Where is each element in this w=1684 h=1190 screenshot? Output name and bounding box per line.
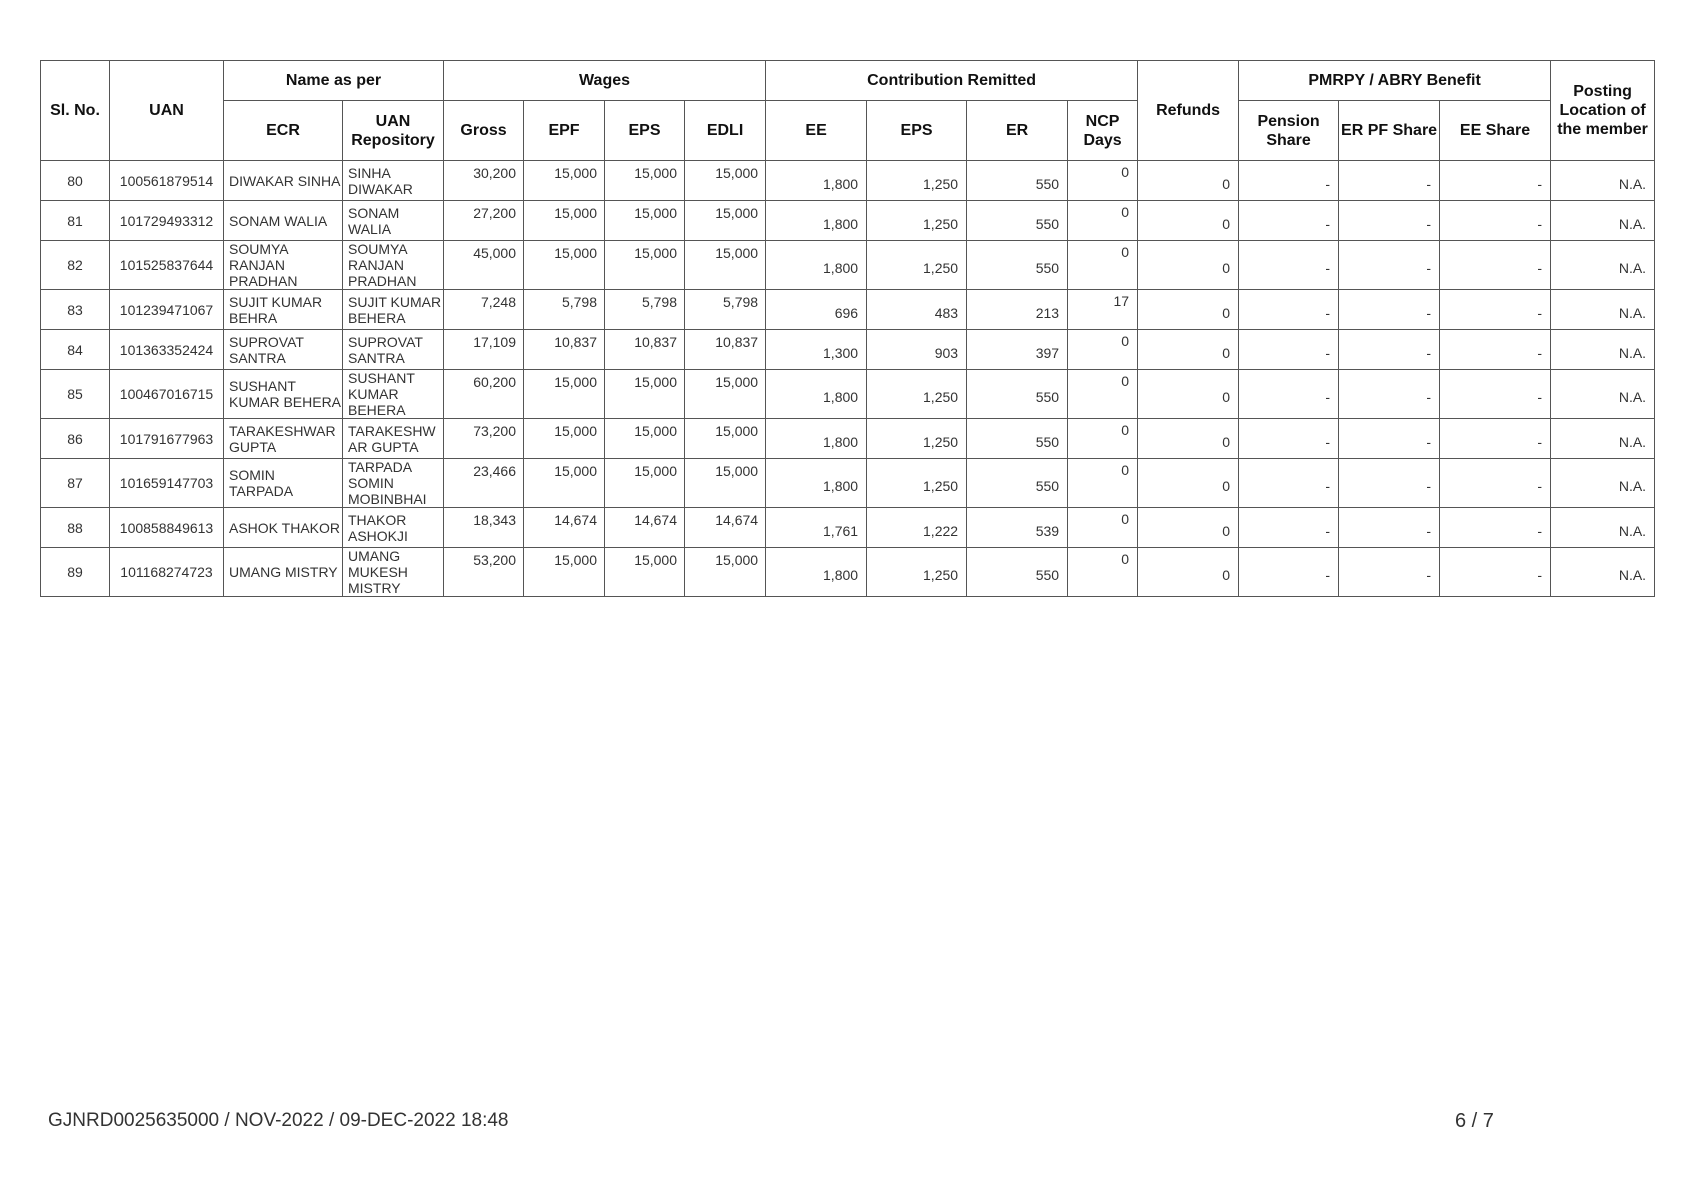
edli-header: EDLI <box>685 101 766 161</box>
gross-cell: 30,200 <box>444 161 524 201</box>
sl-no-cell: 80 <box>41 161 110 201</box>
page-number: 6 / 7 <box>1455 1110 1494 1132</box>
ecr-name-cell: SONAM WALIA <box>224 201 343 241</box>
ncp-days-cell: 17 <box>1068 290 1138 330</box>
epf-cell: 15,000 <box>524 419 605 459</box>
ee-share-cell: - <box>1440 330 1551 370</box>
eps-contribution-cell: 1,250 <box>867 459 967 508</box>
posting-location-cell: N.A. <box>1551 290 1655 330</box>
er-header: ER <box>967 101 1068 161</box>
eps-wages-cell: 15,000 <box>605 419 685 459</box>
ncp-days-cell: 0 <box>1068 161 1138 201</box>
ee-cell: 1,800 <box>766 241 867 290</box>
eps-wages-cell: 15,000 <box>605 201 685 241</box>
pension-share-cell: - <box>1239 201 1339 241</box>
epf-cell: 14,674 <box>524 508 605 548</box>
ecr-name-cell: TARAKESHWAR GUPTA <box>224 419 343 459</box>
uan-name-cell: SINHA DIWAKAR <box>343 161 444 201</box>
refunds-cell: 0 <box>1138 201 1239 241</box>
sl-no-cell: 81 <box>41 201 110 241</box>
table-row <box>41 548 1655 597</box>
pension-share-header: Pension Share <box>1239 101 1339 161</box>
sl-no-cell: 86 <box>41 419 110 459</box>
ee-cell: 696 <box>766 290 867 330</box>
er-pf-share-cell: - <box>1339 201 1440 241</box>
table-row <box>41 370 1655 419</box>
gross-cell: 17,109 <box>444 330 524 370</box>
refunds-cell: 0 <box>1138 459 1239 508</box>
uan-name-cell: SUJIT KUMAR BEHERA <box>343 290 444 330</box>
eps-contribution-cell: 1,250 <box>867 241 967 290</box>
ee-cell: 1,800 <box>766 370 867 419</box>
eps-wages-cell: 15,000 <box>605 161 685 201</box>
uan-cell: 101363352424 <box>110 330 224 370</box>
refunds-cell: 0 <box>1138 330 1239 370</box>
epf-cell: 15,000 <box>524 201 605 241</box>
epf-cell: 15,000 <box>524 370 605 419</box>
ee-share-cell: - <box>1440 161 1551 201</box>
er-pf-share-cell: - <box>1339 548 1440 597</box>
ncp-days-header: NCP Days <box>1068 101 1138 161</box>
eps-wages-cell: 14,674 <box>605 508 685 548</box>
posting-location-cell: N.A. <box>1551 370 1655 419</box>
ncp-days-cell: 0 <box>1068 201 1138 241</box>
eps-contribution-cell: 1,250 <box>867 161 967 201</box>
er-pf-share-cell: - <box>1339 241 1440 290</box>
uan-name-cell: TARAKESHW AR GUPTA <box>343 419 444 459</box>
ncp-days-cell: 0 <box>1068 548 1138 597</box>
er-cell: 550 <box>967 419 1068 459</box>
refunds-cell: 0 <box>1138 161 1239 201</box>
ecr-header: ECR <box>224 101 343 161</box>
refunds-cell: 0 <box>1138 290 1239 330</box>
uan-name-cell: UMANG MUKESH MISTRY <box>343 548 444 597</box>
uan-name-cell: SUSHANT KUMAR BEHERA <box>343 370 444 419</box>
sl-no-cell: 85 <box>41 370 110 419</box>
edli-cell: 15,000 <box>685 370 766 419</box>
edli-cell: 15,000 <box>685 419 766 459</box>
ee-cell: 1,300 <box>766 330 867 370</box>
posting-location-header: Posting Location of the member <box>1551 61 1655 161</box>
pension-share-cell: - <box>1239 459 1339 508</box>
posting-location-cell: N.A. <box>1551 201 1655 241</box>
contribution-remitted-header: Contribution Remitted <box>766 61 1138 101</box>
posting-location-cell: N.A. <box>1551 161 1655 201</box>
gross-cell: 27,200 <box>444 201 524 241</box>
epf-cell: 15,000 <box>524 548 605 597</box>
edli-cell: 10,837 <box>685 330 766 370</box>
pension-share-cell: - <box>1239 241 1339 290</box>
ecr-name-cell: SOMIN TARPADA <box>224 459 343 508</box>
footer-reference: GJNRD0025635000 / NOV-2022 / 09-DEC-2022 18:48 <box>48 1110 509 1131</box>
gross-header: Gross <box>444 101 524 161</box>
ecr-name-cell: SUSHANT KUMAR BEHERA <box>224 370 343 419</box>
table-body <box>41 161 1655 597</box>
sl-no-cell: 83 <box>41 290 110 330</box>
er-pf-share-cell: - <box>1339 459 1440 508</box>
pension-share-cell: - <box>1239 290 1339 330</box>
er-cell: 213 <box>967 290 1068 330</box>
er-cell: 550 <box>967 241 1068 290</box>
ecr-name-cell: SUJIT KUMAR BEHRA <box>224 290 343 330</box>
er-pf-share-cell: - <box>1339 419 1440 459</box>
er-cell: 550 <box>967 370 1068 419</box>
gross-cell: 18,343 <box>444 508 524 548</box>
refunds-header: Refunds <box>1138 61 1239 161</box>
uan-cell: 101791677963 <box>110 419 224 459</box>
eps-contribution-cell: 903 <box>867 330 967 370</box>
er-cell: 550 <box>967 548 1068 597</box>
eps-contribution-cell: 483 <box>867 290 967 330</box>
epf-cell: 5,798 <box>524 290 605 330</box>
posting-location-cell: N.A. <box>1551 508 1655 548</box>
uan-cell: 101525837644 <box>110 241 224 290</box>
ee-share-cell: - <box>1440 370 1551 419</box>
ncp-days-cell: 0 <box>1068 508 1138 548</box>
eps-wages-cell: 15,000 <box>605 370 685 419</box>
er-pf-share-cell: - <box>1339 508 1440 548</box>
er-pf-share-cell: - <box>1339 370 1440 419</box>
ncp-days-cell: 0 <box>1068 241 1138 290</box>
ee-share-cell: - <box>1440 548 1551 597</box>
edli-cell: 14,674 <box>685 508 766 548</box>
table-header <box>41 61 1655 161</box>
uan-name-cell: SOUMYA RANJAN PRADHAN <box>343 241 444 290</box>
ncp-days-cell: 0 <box>1068 330 1138 370</box>
sl-no-cell: 84 <box>41 330 110 370</box>
posting-location-cell: N.A. <box>1551 459 1655 508</box>
ee-cell: 1,800 <box>766 459 867 508</box>
table-row <box>41 419 1655 459</box>
ecr-name-cell: SUPROVAT SANTRA <box>224 330 343 370</box>
ecr-contribution-table <box>40 60 1655 597</box>
uan-cell: 101659147703 <box>110 459 224 508</box>
gross-cell: 60,200 <box>444 370 524 419</box>
pension-share-cell: - <box>1239 548 1339 597</box>
epf-cell: 15,000 <box>524 241 605 290</box>
edli-cell: 5,798 <box>685 290 766 330</box>
gross-cell: 53,200 <box>444 548 524 597</box>
table-row <box>41 241 1655 290</box>
edli-cell: 15,000 <box>685 161 766 201</box>
eps-contribution-cell: 1,250 <box>867 201 967 241</box>
sl-no-cell: 88 <box>41 508 110 548</box>
ee-cell: 1,800 <box>766 201 867 241</box>
er-cell: 397 <box>967 330 1068 370</box>
refunds-cell: 0 <box>1138 508 1239 548</box>
ee-cell: 1,800 <box>766 548 867 597</box>
ee-share-cell: - <box>1440 419 1551 459</box>
ecr-name-cell: SOUMYA RANJAN PRADHAN <box>224 241 343 290</box>
edli-cell: 15,000 <box>685 459 766 508</box>
eps-wages-cell: 5,798 <box>605 290 685 330</box>
epf-header: EPF <box>524 101 605 161</box>
refunds-cell: 0 <box>1138 419 1239 459</box>
pension-share-cell: - <box>1239 508 1339 548</box>
uan-cell: 100561879514 <box>110 161 224 201</box>
sl-no-header: Sl. No. <box>41 61 110 161</box>
eps-wages-cell: 10,837 <box>605 330 685 370</box>
ee-share-cell: - <box>1440 290 1551 330</box>
uan-name-cell: SUPROVAT SANTRA <box>343 330 444 370</box>
er-cell: 550 <box>967 459 1068 508</box>
refunds-cell: 0 <box>1138 370 1239 419</box>
uan-name-cell: TARPADA SOMIN MOBINBHAI <box>343 459 444 508</box>
name-as-per-header: Name as per <box>224 61 444 101</box>
ee-share-cell: - <box>1440 459 1551 508</box>
pmrpy-abry-benefit-header: PMRPY / ABRY Benefit <box>1239 61 1551 101</box>
ee-share-cell: - <box>1440 241 1551 290</box>
uan-name-cell: SONAM WALIA <box>343 201 444 241</box>
posting-location-cell: N.A. <box>1551 419 1655 459</box>
eps-wages-cell: 15,000 <box>605 459 685 508</box>
eps-wages-cell: 15,000 <box>605 548 685 597</box>
table-row <box>41 161 1655 201</box>
refunds-cell: 0 <box>1138 548 1239 597</box>
ee-cell: 1,800 <box>766 419 867 459</box>
wages-header: Wages <box>444 61 766 101</box>
uan-cell: 101729493312 <box>110 201 224 241</box>
gross-cell: 73,200 <box>444 419 524 459</box>
er-pf-share-cell: - <box>1339 161 1440 201</box>
eps-contribution-cell: 1,250 <box>867 548 967 597</box>
uan-cell: 101239471067 <box>110 290 224 330</box>
ecr-name-cell: DIWAKAR SINHA <box>224 161 343 201</box>
refunds-cell: 0 <box>1138 241 1239 290</box>
table-row <box>41 290 1655 330</box>
eps-wages-cell: 15,000 <box>605 241 685 290</box>
gross-cell: 45,000 <box>444 241 524 290</box>
table-row <box>41 201 1655 241</box>
ee-share-cell: - <box>1440 508 1551 548</box>
ee-cell: 1,761 <box>766 508 867 548</box>
ee-header: EE <box>766 101 867 161</box>
pension-share-cell: - <box>1239 370 1339 419</box>
posting-location-cell: N.A. <box>1551 330 1655 370</box>
ee-share-header: EE Share <box>1440 101 1551 161</box>
edli-cell: 15,000 <box>685 241 766 290</box>
ee-cell: 1,800 <box>766 161 867 201</box>
eps-contribution-cell: 1,250 <box>867 370 967 419</box>
table-row <box>41 459 1655 508</box>
ee-share-cell: - <box>1440 201 1551 241</box>
eps-wages-header: EPS <box>605 101 685 161</box>
posting-location-cell: N.A. <box>1551 548 1655 597</box>
eps-contribution-header: EPS <box>867 101 967 161</box>
gross-cell: 23,466 <box>444 459 524 508</box>
pension-share-cell: - <box>1239 161 1339 201</box>
epf-cell: 10,837 <box>524 330 605 370</box>
ecr-name-cell: ASHOK THAKOR <box>224 508 343 548</box>
er-pf-share-cell: - <box>1339 330 1440 370</box>
uan-repository-header: UAN Repository <box>343 101 444 161</box>
edli-cell: 15,000 <box>685 201 766 241</box>
uan-cell: 100858849613 <box>110 508 224 548</box>
edli-cell: 15,000 <box>685 548 766 597</box>
epf-cell: 15,000 <box>524 161 605 201</box>
sl-no-cell: 87 <box>41 459 110 508</box>
epf-cell: 15,000 <box>524 459 605 508</box>
sl-no-cell: 89 <box>41 548 110 597</box>
er-cell: 550 <box>967 161 1068 201</box>
pension-share-cell: - <box>1239 419 1339 459</box>
pension-share-cell: - <box>1239 330 1339 370</box>
uan-cell: 100467016715 <box>110 370 224 419</box>
ncp-days-cell: 0 <box>1068 370 1138 419</box>
table-row <box>41 508 1655 548</box>
ncp-days-cell: 0 <box>1068 459 1138 508</box>
gross-cell: 7,248 <box>444 290 524 330</box>
er-cell: 550 <box>967 201 1068 241</box>
table-row <box>41 330 1655 370</box>
posting-location-cell: N.A. <box>1551 241 1655 290</box>
er-pf-share-cell: - <box>1339 290 1440 330</box>
eps-contribution-cell: 1,222 <box>867 508 967 548</box>
ncp-days-cell: 0 <box>1068 419 1138 459</box>
uan-cell: 101168274723 <box>110 548 224 597</box>
er-pf-share-header: ER PF Share <box>1339 101 1440 161</box>
uan-header: UAN <box>110 61 224 161</box>
uan-name-cell: THAKOR ASHOKJI <box>343 508 444 548</box>
sl-no-cell: 82 <box>41 241 110 290</box>
eps-contribution-cell: 1,250 <box>867 419 967 459</box>
ecr-name-cell: UMANG MISTRY <box>224 548 343 597</box>
er-cell: 539 <box>967 508 1068 548</box>
